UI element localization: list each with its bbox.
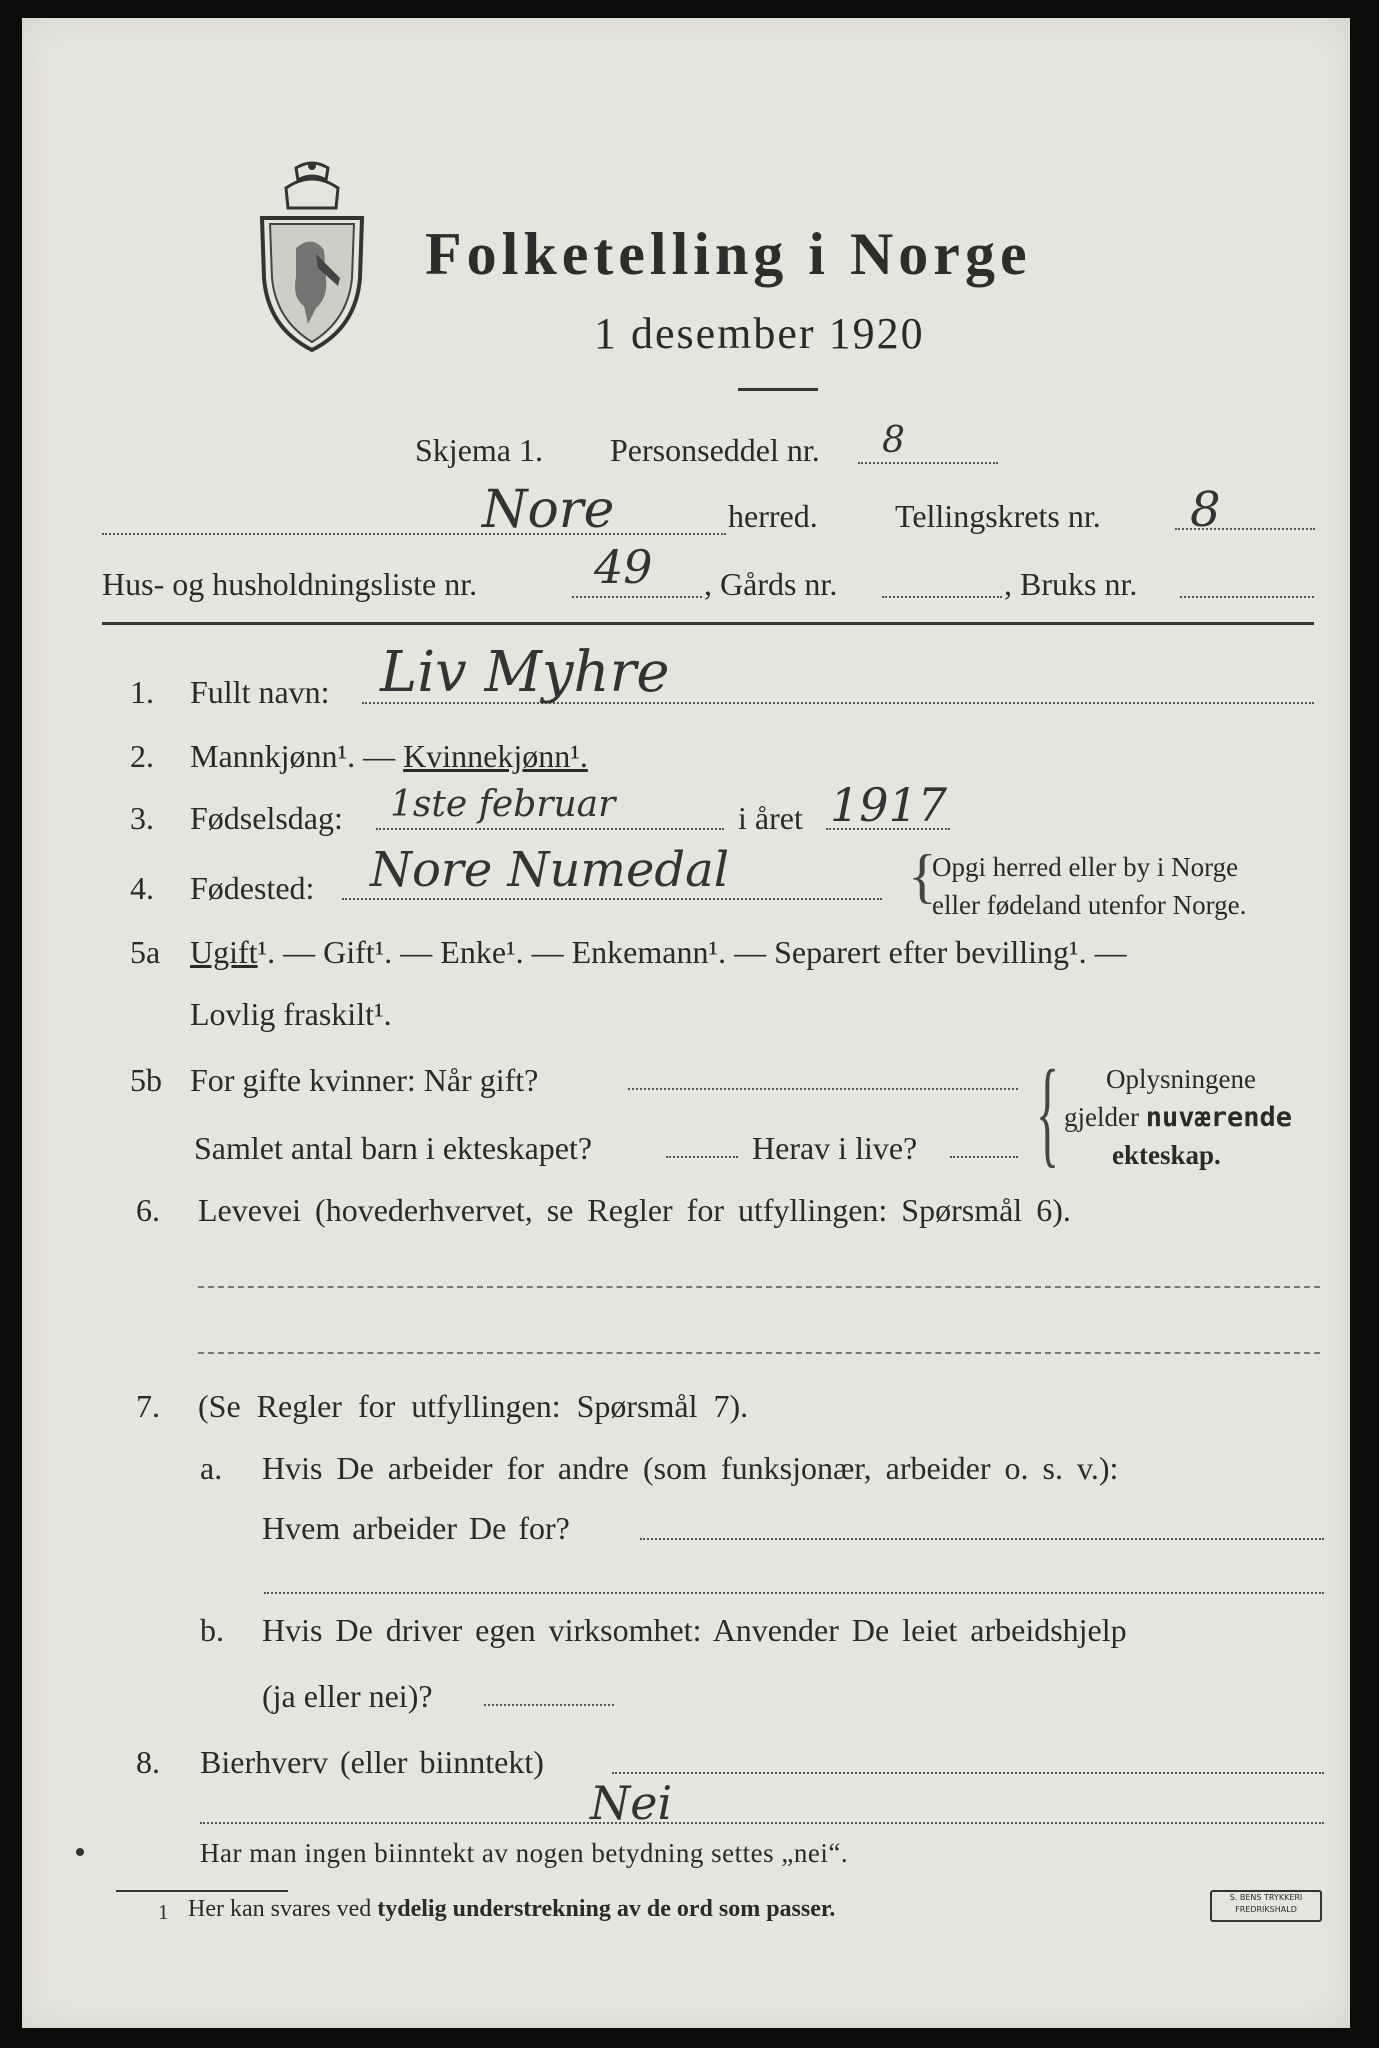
female-option[interactable]: Kvinnekjønn¹. — [403, 738, 588, 774]
q5b-note-3: ekteskap. — [1112, 1140, 1221, 1170]
q7a-number: a. — [200, 1450, 223, 1486]
personseddel-value: 8 — [882, 420, 905, 461]
q2-options: Mannkjønn¹. — Kvinnekjønn¹. — [190, 738, 588, 774]
occupation-field-2[interactable] — [198, 1352, 1320, 1354]
birthyear-value: 1917 — [830, 778, 948, 832]
birthdate-value: 1ste februar — [390, 784, 616, 825]
herred-value: Nore — [482, 480, 615, 540]
q7b-line-1: Hvis De driver egen virksomhet: Anvender De leiet arbeidshjelp — [262, 1612, 1127, 1648]
bruks-label: , Bruks nr. — [1004, 566, 1138, 602]
title-divider — [738, 388, 818, 391]
q4-note-1: Opgi herred eller by i Norge — [932, 852, 1239, 882]
q5b-number: 5b — [130, 1062, 162, 1098]
q1-label: Fullt navn: — [190, 674, 330, 710]
bruks-field[interactable] — [1180, 596, 1314, 598]
q4-number: 4. — [130, 870, 154, 906]
full-name-value: Liv Myhre — [380, 640, 670, 705]
occupation-field-1[interactable] — [198, 1286, 1320, 1288]
q6-number: 6. — [136, 1192, 160, 1228]
side-income-field-1[interactable] — [612, 1772, 1324, 1774]
hus-value: 49 — [594, 540, 653, 594]
q5b-label-2b: Herav i live? — [752, 1130, 918, 1166]
margin-dot — [76, 1848, 84, 1856]
footnote-rule — [116, 1890, 288, 1892]
q7a-line-2: Hvem arbeider De for? — [262, 1510, 570, 1546]
ugift-option[interactable]: Ugift — [190, 934, 258, 970]
male-option[interactable]: Mannkjønn¹. — [190, 738, 356, 774]
q5b-label-1: For gifte kvinner: Når gift? — [190, 1062, 539, 1098]
header-rule — [102, 622, 1314, 625]
coat-of-arms-icon — [256, 158, 368, 354]
marital-other-options[interactable]: ¹. — Gift¹. — Enke¹. — Enkemann¹. — Separert efter bevilling¹. — — [257, 934, 1127, 970]
employer-field-2[interactable] — [264, 1592, 1324, 1594]
personseddel-label: Personseddel nr. — [610, 432, 820, 468]
side-income-value: Nei — [590, 1776, 673, 1830]
footnote-text: Her kan svares ved tydelig understrekning av de ord som passer. — [188, 1896, 836, 1922]
q5a-number: 5a — [130, 934, 161, 970]
q3-label: Fødselsdag: — [190, 800, 343, 836]
personseddel-field[interactable] — [858, 462, 998, 464]
employer-field-1[interactable] — [640, 1538, 1324, 1540]
q3-number: 3. — [130, 800, 154, 836]
hired-help-field[interactable] — [484, 1704, 614, 1706]
marital-options — [190, 934, 1127, 971]
year-label: i året — [738, 800, 803, 836]
side-income-field-2[interactable] — [200, 1822, 1324, 1824]
q5b-brace: { — [1036, 1045, 1060, 1178]
gards-label: , Gårds nr. — [704, 566, 838, 602]
children-count-field[interactable] — [666, 1156, 738, 1158]
footnote-mark: 1 — [158, 1900, 169, 1924]
q8-label: Bierhverv (eller biinntekt) — [200, 1744, 544, 1780]
printer-stamp: S. BENS TRYKKERI FREDRIKSHALD — [1210, 1890, 1322, 1922]
q1-number: 1. — [130, 674, 154, 710]
hus-field[interactable] — [572, 596, 702, 598]
birthplace-value: Nore Numedal — [370, 842, 730, 898]
q5b-label-2a: Samlet antal barn i ekteskapet? — [194, 1130, 593, 1166]
herred-label: herred. — [728, 498, 818, 534]
q5b-note-2: gjelder nuværende — [1064, 1102, 1293, 1133]
q8-note: Har man ingen biinntekt av nogen betydning settes „nei“. — [200, 1838, 849, 1868]
q4-note-2: eller fødeland utenfor Norge. — [932, 890, 1247, 920]
children-alive-field[interactable] — [950, 1156, 1018, 1158]
skjema-label: Skjema 1. — [415, 432, 543, 468]
q2-number: 2. — [130, 738, 154, 774]
q6-label: Levevei (hovederhvervet, se Regler for utfyllingen: Spørsmål 6). — [198, 1192, 1071, 1228]
herred-field[interactable] — [102, 533, 726, 535]
q7a-line-1: Hvis De arbeider for andre (som funksjonær, arbeider o. s. v.): — [262, 1450, 1119, 1486]
q4-label: Fødested: — [190, 870, 315, 906]
q5b-note-1: Oplysningene — [1106, 1064, 1256, 1094]
married-when-field[interactable] — [628, 1088, 1018, 1090]
q8-number: 8. — [136, 1744, 160, 1780]
birthplace-field[interactable] — [342, 898, 882, 900]
q7-number: 7. — [136, 1388, 160, 1424]
tellingskrets-label: Tellingskrets nr. — [895, 498, 1101, 534]
divorced-option[interactable]: Lovlig fraskilt¹. — [190, 996, 392, 1032]
q4-brace: { — [908, 843, 937, 909]
census-date: 1 desember 1920 — [594, 309, 925, 358]
tellingskrets-value: 8 — [1190, 482, 1221, 538]
form-title: Folketelling i Norge — [425, 221, 1032, 287]
gards-field[interactable] — [882, 596, 1002, 598]
q7b-number: b. — [200, 1612, 224, 1648]
hus-label: Hus- og husholdningsliste nr. — [102, 566, 478, 602]
q7-label: (Se Regler for utfyllingen: Spørsmål 7). — [198, 1388, 749, 1424]
birthdate-field[interactable] — [376, 828, 724, 830]
q7b-line-2: (ja eller nei)? — [262, 1678, 433, 1714]
